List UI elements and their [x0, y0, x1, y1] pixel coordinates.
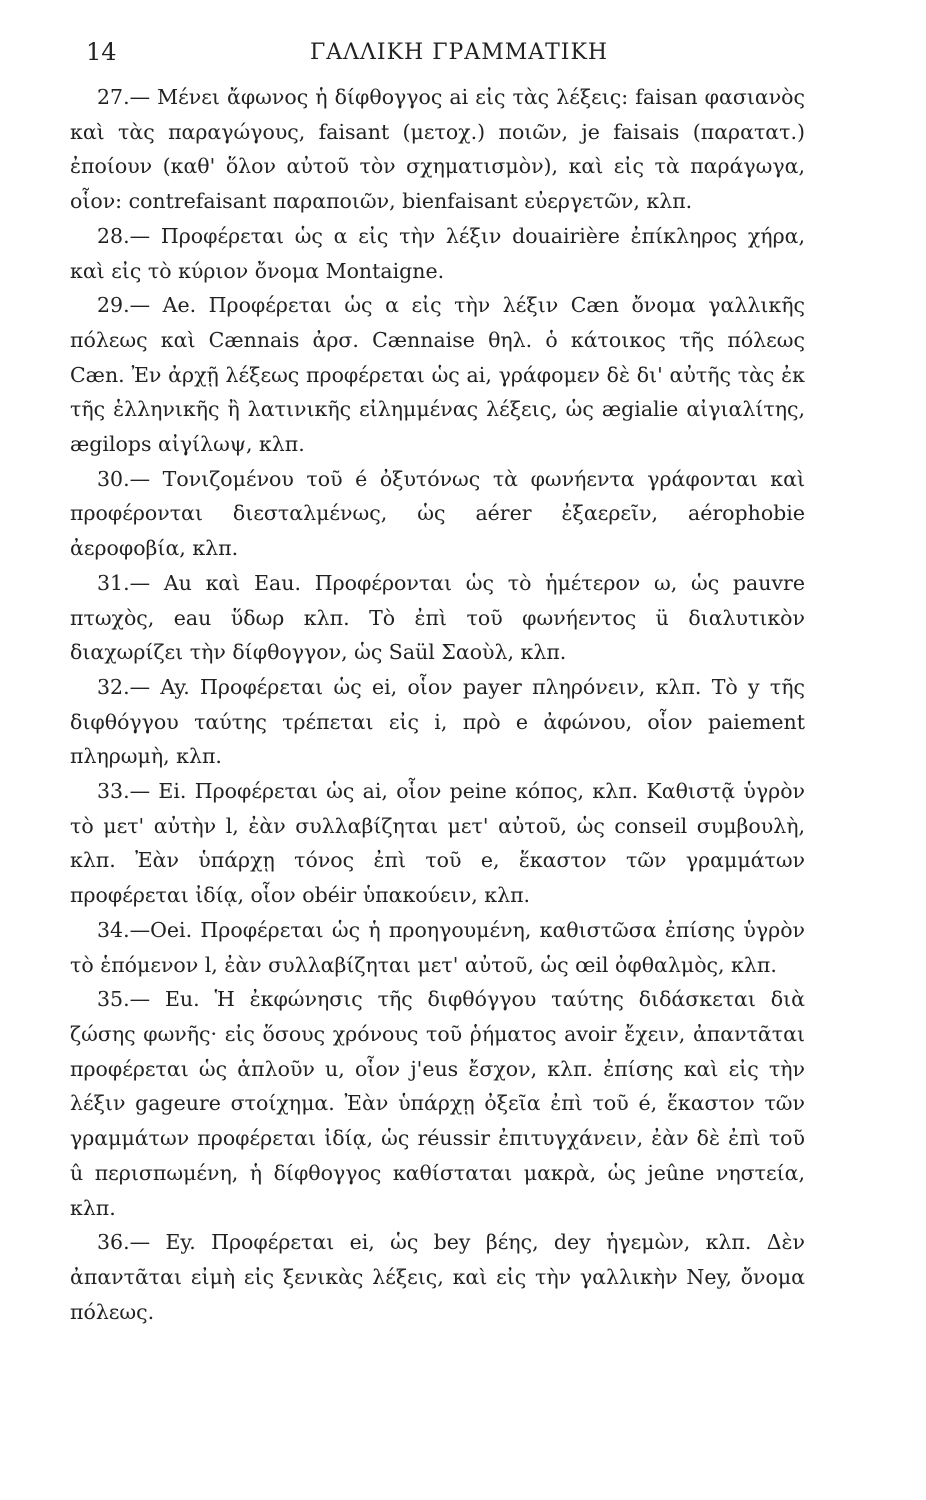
paragraph-28 [70, 219, 805, 288]
paragraph-number: 31.— [97, 570, 151, 595]
page-header [70, 38, 805, 74]
paragraph-number: 29.— [97, 293, 151, 318]
page-number: 14 [86, 38, 117, 66]
paragraph-text: Μένει ἄφωνος ἡ δίφθογγος ai εἰς τὰς λέξεις: faisan φασιανὸς καὶ τὰς παραγώγους, faisant (μετοχ.) ποιῶν, je faisais (παρατατ.) ἐποίουν (καθ' ὅλον αὐτοῦ τὸν σχηματισμὸν), καὶ εἰς τὰ παράγωγα, οἷον: contrefaisant παραποιῶν, bienfaisant εὐεργετῶν, κλπ. [70, 85, 805, 214]
paragraph-29 [70, 288, 805, 462]
paragraph-number: 36.— [97, 1230, 151, 1255]
paragraph-34 [70, 913, 805, 982]
paragraph-text: Προφέρεται ὡς α εἰς τὴν λέξιν douairière ἐπίκληρος χήρα, καὶ εἰς τὸ κύριον ὄνομα Montaigne. [70, 223, 805, 283]
paragraph-32 [70, 670, 805, 774]
book-page [70, 38, 805, 1329]
paragraph-27 [70, 80, 805, 219]
paragraph-text: Ei. Προφέρεται ὡς ai, οἷον peine κόπος, κλπ. Καθιστᾷ ὑγρὸν τὸ μετ' αὐτὴν l, ἐὰν συλλαβίζηται μετ' αὐτοῦ, ὡς conseil συμβουλὴ, κλπ. Ἐὰν ὑπάρχῃ τόνος ἐπὶ τοῦ e, ἕκαστον τῶν γραμμάτων προφέρεται ἰδίᾳ, οἷον obéir ὑπακούειν, κλπ. [70, 779, 805, 908]
paragraph-text: Oei. Προφέρεται ὡς ἡ προηγουμένη, καθιστῶσα ἐπίσης ὑγρὸν τὸ ἑπόμενον l, ἐὰν συλλαβίζηται μετ' αὐτοῦ, ὡς œil ὀφθαλμὸς, κλπ. [70, 917, 805, 977]
paragraph-30 [70, 462, 805, 566]
paragraph-text: Τονιζομένου τοῦ é ὀξυτόνως τὰ φωνήεντα γράφονται καὶ προφέρονται διεσταλμένως, ὡς aérer ἐξαερεῖν, aérophobie ἀεροφοβία, κλπ. [70, 466, 805, 561]
paragraph-text: Ay. Προφέρεται ὡς ei, οἷον payer πληρόνειν, κλπ. Τὸ y τῆς διφθόγγου ταύτης τρέπεται εἰς i, πρὸ e ἀφώνου, οἷον paiement πληρωμὴ, κλπ. [70, 674, 805, 769]
paragraph-text: Ae. Προφέρεται ὡς α εἰς τὴν λέξιν Cæn ὄνομα γαλλικῆς πόλεως καὶ Cænnais ἀρσ. Cænnaise θηλ. ὁ κάτοικος τῆς πόλεως Cæn. Ἐν ἀρχῇ λέξεως προφέρεται ὡς ai, γράφομεν δὲ δι' αὐτῆς τὰς ἐκ τῆς ἑλληνικῆς ἢ λατινικῆς εἰλημμένας λέξεις, ὡς ægialie αἰγιαλίτης, ægilops αἰγίλωψ, κλπ. [70, 293, 805, 457]
running-title: ΓΑΛΛΙΚΗ ΓΡΑΜΜΑΤΙΚΗ [310, 40, 609, 65]
paragraph-text: Eu. Ἡ ἐκφώνησις τῆς διφθόγγου ταύτης διδάσκεται διὰ ζώσης φωνῆς· εἰς ὅσους χρόνους τοῦ ῥήματος avoir ἔχειν, ἀπαντᾶται προφέρεται ὡς ἁπλοῦν u, οἷον j'eus ἔσχον, κλπ. ἐπίσης καὶ εἰς τὴν λέξιν gageure στοίχημα. Ἐὰν ὑπάρχῃ ὀξεῖα ἐπὶ τοῦ é, ἕκαστον τῶν γραμμάτων προφέρεται ἰδίᾳ, ὡς réussir ἐπιτυγχάνειν, ἐὰν δὲ ἐπὶ τοῦ û περισπωμένη, ἡ δίφθογγος καθίσταται μακρὰ, ὡς jeûne νηστεία, κλπ. [70, 987, 805, 1220]
paragraph-35 [70, 982, 805, 1225]
paragraph-text: Ey. Προφέρεται ei, ὡς bey βέης, dey ἡγεμὼν, κλπ. Δὲν ἀπαντᾶται εἰμὴ εἰς ξενικὰς λέξεις, καὶ εἰς τὴν γαλλικὴν Ney, ὄνομα πόλεως. [70, 1230, 805, 1324]
paragraph-text: Au καὶ Eau. Προφέρονται ὡς τὸ ἡμέτερον ω, ὡς pauvre πτωχὸς, eau ὕδωρ κλπ. Τὸ ἐπὶ τοῦ φωνήεντος ü διαλυτικὸν διαχωρίζει τὴν δίφθογγον, ὡς Saül Σαοὺλ, κλπ. [70, 570, 805, 665]
paragraph-number: 35.— [97, 987, 151, 1012]
paragraph-number: 30.— [97, 466, 151, 491]
paragraph-number: 28.— [97, 223, 151, 248]
paragraph-31 [70, 566, 805, 670]
paragraph-33 [70, 774, 805, 913]
paragraph-number: 34.— [97, 917, 151, 942]
body-text [70, 80, 805, 1329]
paragraph-number: 32.— [97, 674, 151, 699]
paragraph-number: 33.— [97, 779, 151, 804]
paragraph-36 [70, 1225, 805, 1329]
paragraph-number: 27.— [97, 85, 151, 109]
